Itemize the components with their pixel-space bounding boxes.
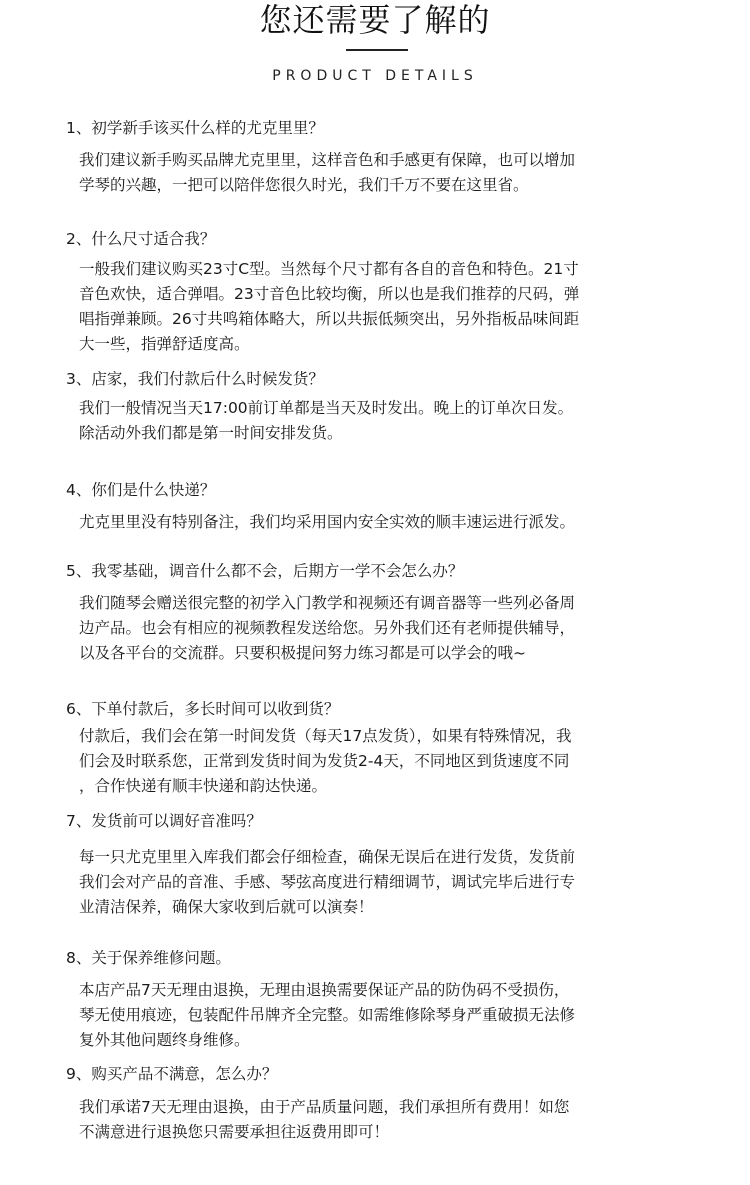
answer-line: ，合作快递有顺丰快递和韵达快递。: [79, 777, 328, 795]
answer-line: 唱指弹兼顾。26寸共鸣箱体略大，所以共振低频突出，另外指板品味间距: [79, 310, 580, 328]
answer-line: 学琴的兴趣，一把可以陪伴您很久时光，我们千万不要在这里省。: [79, 176, 529, 194]
answer-line: 复外其他问题终身维修。: [79, 1031, 250, 1049]
faq-question-8: 8、关于保养维修问题。: [66, 949, 231, 967]
faq-question-1: 1、初学新手该买什么样的尤克里里？: [66, 119, 324, 137]
faq-answer-7: [79, 845, 691, 920]
faq-answer-2: [79, 257, 691, 357]
answer-line: 我们随琴会赠送很完整的初学入门教学和视频还有调音器等一些列必备周: [79, 594, 576, 612]
title-underline: [346, 49, 408, 51]
faq-question-3: 3、店家，我们付款后什么时候发货？: [66, 370, 324, 388]
faq-question-7: 7、发货前可以调好音准吗？: [66, 812, 262, 830]
page-title: 您还需要了解的: [259, 1, 491, 39]
answer-line: 我们一般情况当天17:00前订单都是当天及时发出。晚上的订单次日发。: [79, 399, 574, 417]
page-subtitle: PRODUCT DETAILS: [272, 68, 478, 84]
answer-line: 除活动外我们都是第一时间安排发货。: [79, 424, 343, 442]
faq-answer-6: [79, 724, 691, 799]
answer-line: 一般我们建议购买23寸C型。当然每个尺寸都有各自的音色和特色。21寸: [79, 260, 579, 278]
answer-line: 业清洁保养，确保大家收到后就可以演奏！: [79, 898, 374, 916]
faq-answer-8: [79, 978, 691, 1053]
answer-line: 本店产品7天无理由退换，无理由退换需要保证产品的防伪码不受损伤，: [79, 981, 570, 999]
faq-question-5: 5、我零基础，调音什么都不会，后期方一学不会怎么办？: [66, 562, 464, 580]
answer-line: 每一只尤克里里入库我们都会仔细检查，确保无误后在进行发货，发货前: [79, 848, 576, 866]
answer-line: 边产品。也会有相应的视频教程发送给您。另外我们还有老师提供辅导，: [79, 619, 576, 637]
answer-line: 琴无使用痕迹，包装配件吊牌齐全完整。如需维修除琴身严重破损无法修: [79, 1006, 576, 1024]
faq-answer-9: [79, 1095, 691, 1145]
faq-answer-5: [79, 591, 691, 666]
answer-line: 我们承诺7天无理由退换，由于产品质量问题，我们承担所有费用！如您: [79, 1098, 570, 1116]
answer-line: 尤克里里没有特别备注，我们均采用国内安全实效的顺丰速运进行派发。: [79, 513, 576, 531]
answer-line: 不满意进行退换您只需要承担往返费用即可！: [79, 1123, 390, 1141]
answer-line: 们会及时联系您，正常到发货时间为发货2-4天，不同地区到货速度不同: [79, 752, 570, 770]
answer-line: 以及各平台的交流群。只要积极提问努力练习都是可以学会的哦~: [79, 644, 526, 662]
answer-line: 音色欢快，适合弹唱。23寸音色比较均衡，所以也是我们推荐的尺码，弹: [79, 285, 580, 303]
answer-line: 付款后，我们会在第一时间发货（每天17点发货），如果有特殊情况，我: [79, 727, 572, 745]
faq-question-9: 9、购买产品不满意，怎么办？: [66, 1065, 278, 1083]
faq-answer-3: [79, 396, 691, 446]
faq-answer-4: [79, 510, 691, 535]
answer-line: 大一些，指弹舒适度高。: [79, 335, 250, 353]
faq-question-4: 4、你们是什么快递？: [66, 481, 216, 499]
answer-line: 我们建议新手购买品牌尤克里里，这样音色和手感更有保障，也可以增加: [79, 151, 576, 169]
faq-question-2: 2、什么尺寸适合我？: [66, 230, 216, 248]
faq-question-6: 6、下单付款后，多长时间可以收到货？: [66, 700, 340, 718]
answer-line: 我们会对产品的音准、手感、琴弦高度进行精细调节，调试完毕后进行专: [79, 873, 576, 891]
faq-answer-1: [79, 148, 691, 198]
